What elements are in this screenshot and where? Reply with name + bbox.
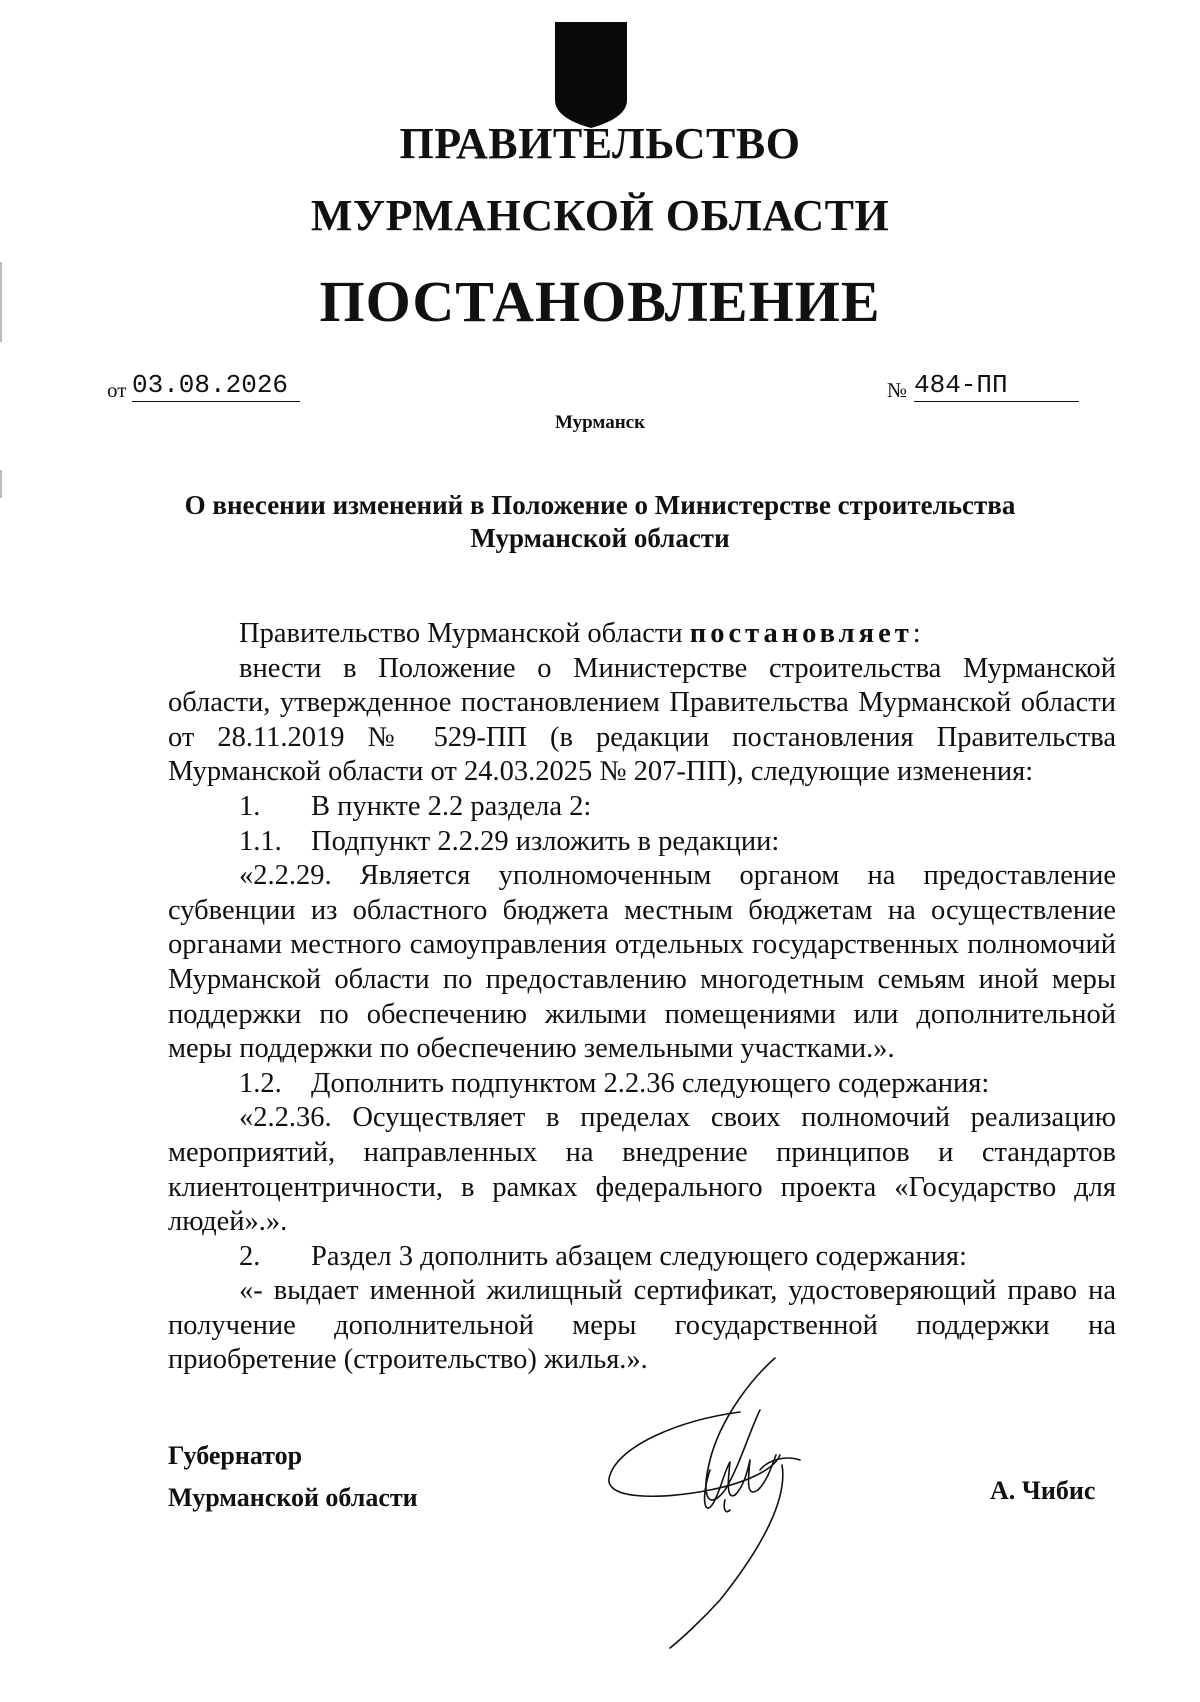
item-number: 1.1. bbox=[239, 825, 282, 857]
intro-text: Правительство Мурманской области bbox=[239, 618, 683, 649]
item-text: Подпункт 2.2.29 изложить в редакции: bbox=[311, 825, 780, 857]
item-text: Раздел 3 дополнить абзацем следующего содержания: bbox=[311, 1240, 967, 1272]
list-item bbox=[168, 1240, 1116, 1275]
resolves-word: постановляет bbox=[689, 618, 913, 649]
list-item bbox=[168, 790, 1116, 825]
coat-of-arms-icon bbox=[547, 22, 635, 128]
item-text: Дополнить подпунктом 2.2.36 следующего содержания: bbox=[311, 1067, 990, 1099]
document-number: 484-ПП bbox=[914, 370, 1079, 402]
city: Мурманск bbox=[554, 412, 646, 433]
government-name-line1: ПРАВИТЕЛЬСТВО bbox=[399, 119, 801, 168]
list-item bbox=[168, 1067, 1116, 1102]
document-date: 03.08.2026 bbox=[132, 370, 300, 402]
signatory-position bbox=[168, 1435, 418, 1519]
amendment-paragraph: внести в Положение о Министерстве строительства Мурманской области, утвержденное постановлением Правительства Мурманской области от 28.11.2019 № 529-ПП (в редакции постановления Правительства Мурманской области от 24.03.2025 № 207-ПП), следующие изменения: bbox=[168, 652, 1116, 788]
resolves-colon: : bbox=[912, 618, 921, 649]
intro-paragraph bbox=[168, 617, 1116, 652]
position-line2: Мурманской области bbox=[168, 1483, 418, 1512]
quoted-paragraph: «2.2.29. Является уполномоченным органом на предоставление субвенции из областного бюджета местным бюджетам на осуществление органами местного самоуправления отдельных государственных полномочий Мурманской области по предоставлению многодетным семьям иной меры поддержки по обеспечению жилыми помещениями или дополнительной меры поддержки по обеспечению земельными участками.». bbox=[168, 860, 1116, 1065]
quoted-paragraph: «2.2.36. Осуществляет в пределах своих полномочий реализацию мероприятий, направленных на внедрение принципов и стандартов клиентоцентричности, в рамках федерального проекта «Государство для людей».». bbox=[168, 1102, 1116, 1238]
item-number: 1. bbox=[239, 790, 261, 822]
handwritten-signature bbox=[600, 1350, 850, 1650]
document-body bbox=[168, 617, 1116, 1378]
item-number: 2. bbox=[239, 1240, 261, 1272]
item-text: В пункте 2.2 раздела 2: bbox=[311, 790, 592, 822]
number-label: № bbox=[887, 378, 908, 402]
item-number: 1.2. bbox=[239, 1067, 282, 1099]
signer-name: А. Чибис bbox=[990, 1476, 1096, 1505]
document-title-line1: О внесении изменений в Положение о Министерстве строительства bbox=[184, 490, 1016, 520]
document-type: ПОСТАНОВЛЕНИЕ bbox=[319, 269, 881, 334]
date-label: от bbox=[107, 378, 127, 402]
document-title-line2: Мурманской области bbox=[470, 523, 730, 553]
list-item bbox=[168, 825, 1116, 860]
position-line1: Губернатор bbox=[168, 1441, 303, 1470]
government-name-line2: МУРМАНСКОЙ ОБЛАСТИ bbox=[310, 191, 890, 240]
quoted-paragraph: «- выдает именной жилищный сертификат, удостоверяющий право на получение дополнительной меры государственной поддержки на приобретение (строительство) жилья.». bbox=[168, 1275, 1116, 1376]
